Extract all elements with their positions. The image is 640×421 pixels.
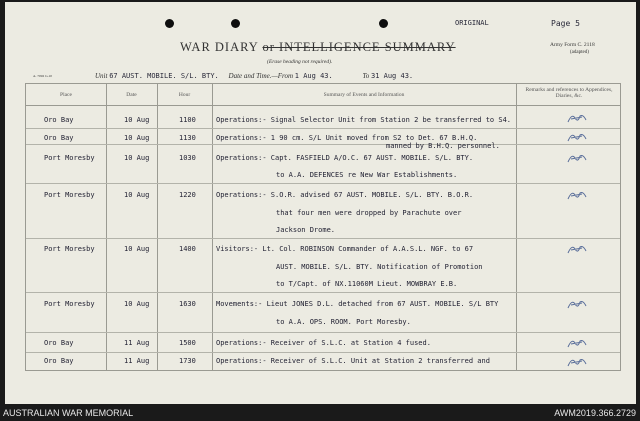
row-summary-line: Visitors:- Lt. Col. ROBINSON Commander of A.A.S.L. NGF. to 67 [216,245,474,253]
column-header-remarks: Remarks and references to Appendices, Diaries, &c. [525,87,613,99]
handwritten-initials [566,337,588,349]
footer-accession-number: AWM2019.366.2729 [554,408,636,418]
punch-hole [379,19,388,28]
row-summary-line: Operations:- Signal Selector Unit from Station 2 be transferred to S4. [216,116,512,124]
row-place: Port Moresby [44,300,95,308]
unit-value: 67 AUST. MOBILE. S/L. BTY. [109,72,219,80]
row-summary-line: Movements:- Lieut JONES D.L. detached from 67 AUST. MOBILE. S/L BTY [216,300,499,308]
row-hour: 1400 [179,245,196,253]
row-hour: 1130 [179,134,196,142]
handwritten-initials [566,189,588,201]
row-date: 10 Aug [124,116,150,124]
row-summary-line: Operations:- Receiver of S.L.C. Unit at Station 2 transferred and [216,357,490,365]
to-label: To [362,72,370,80]
handwritten-initials [566,356,588,368]
row-place: Oro Bay [44,357,74,365]
row-place: Port Moresby [44,154,95,162]
handwritten-initials [566,243,588,255]
row-summary-line: Operations:- Receiver of S.L.C. at Station 4 fused. [216,339,431,347]
page-number: Page 5 [551,19,580,28]
row-place: Port Moresby [44,245,95,253]
row-hour: 1030 [179,154,196,162]
row-summary-line: to A.A. OPS. ROOM. Port Moresby. [276,318,411,326]
form-reference-adapted: (adapted) [570,50,589,55]
row-place: Oro Bay [44,339,74,347]
form-code: A. 7092 G.10 [33,74,53,78]
row-date: 10 Aug [124,191,150,199]
handwritten-initials [566,131,588,143]
to-date: 31 Aug 43. [370,72,414,80]
row-place: Oro Bay [44,116,74,124]
from-date: 1 Aug 43. [294,72,333,80]
punch-hole [165,19,174,28]
original-stamp: ORIGINAL [455,19,489,27]
row-hour: 1100 [179,116,196,124]
handwritten-initials [566,298,588,310]
form-reference: Army Form C. 2118 [550,42,595,48]
row-date: 10 Aug [124,300,150,308]
unit-label: Unit [95,72,108,80]
column-header-date: Date [126,92,137,98]
row-place: Oro Bay [44,134,74,142]
row-summary-line: Operations:- Capt. FASFIELD A/O.C. 67 AUST. MOBILE. S/L. BTY. [216,154,474,162]
column-header-place: Place [60,92,72,98]
row-summary-line: Operations:- 1 90 cm. S/L Unit moved from S2 to Det. 67 B.H.Q. [216,134,478,142]
date-label: Date and Time.—From [228,72,294,80]
erase-note: (Erase heading not required). [267,59,333,65]
title-struck: or INTELLIGENCE SUMMARY [262,40,456,54]
punch-hole [231,19,240,28]
unit-line [95,72,413,80]
row-date: 10 Aug [124,154,150,162]
row-summary-line: Operations:- S.O.R. advised 67 AUST. MOBILE. S/L. BTY. B.O.R. [216,191,474,199]
row-summary-line: Jackson Drome. [276,226,336,234]
row-date: 11 Aug [124,357,150,365]
title-main: WAR DIARY [180,40,259,54]
row-hour: 1630 [179,300,196,308]
row-date: 10 Aug [124,134,150,142]
row-hour: 1500 [179,339,196,347]
row-summary-line: manned by B.H.Q. personnel. [386,142,500,150]
row-summary-line: that four men were dropped by Parachute over [276,209,462,217]
row-summary-line: to T/Capt. of NX.11060M Lieut. MOWBRAY E.B. [276,280,458,288]
row-place: Port Moresby [44,191,95,199]
footer-institution: AUSTRALIAN WAR MEMORIAL [3,408,134,418]
row-summary-line: AUST. MOBILE. S/L. BTY. Notification of Promotion [276,263,483,271]
row-date: 10 Aug [124,245,150,253]
page-title [180,40,456,55]
row-date: 11 Aug [124,339,150,347]
handwritten-initials [566,112,588,124]
handwritten-initials [566,152,588,164]
row-hour: 1220 [179,191,196,199]
column-header-summary: Summary of Events and Information [323,92,405,98]
diary-table [25,83,621,371]
column-header-hour: Hour [178,92,191,98]
row-summary-line: to A.A. DEFENCES re New War Establishments. [276,171,458,179]
diary-page [5,2,636,404]
row-hour: 1730 [179,357,196,365]
